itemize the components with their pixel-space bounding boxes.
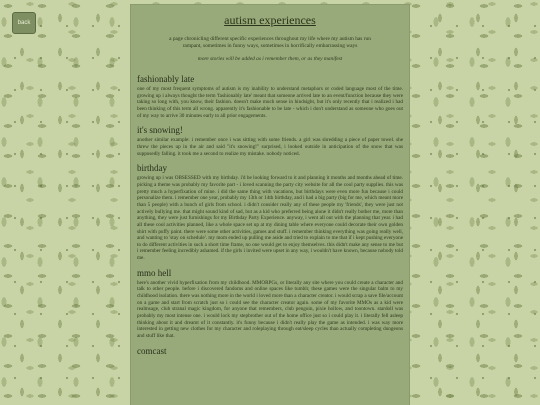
update-notice: more stories will be added as i remember them, or as they manifest <box>197 56 343 62</box>
story-title: comcast <box>137 345 167 356</box>
story-body: another similar example: i remember once i was sitting with some friends. a girl was shredding a piece of paper towel. she threw the pieces up in the air and said "it's snowing!" surprised, i looked outside in anticipation of the snow that was supposedly falling. it took me a second to realize my mistake. nobody noticed. <box>137 137 403 157</box>
story-body: here's another vivid hyperfixation from my childhood. MMORPGs, or literally any site where you could create a character and talk to other people. before i discovered fandoms and online spaces like tumblr, these games were the singular balm to my childhood isolation. there was nothing more in the world i loved more than a character creator. i would scrap a save file/account on a game and start from scratch just so i could see the character creator again. some of my favorite MMOs as a kid were realmsage, club stranal magic kingdom, for anyone that remembers, club penguin, pixie hollow, and toontown. stardoll was probably my most intense one. i would lock my stepbrother out of the home office just so i could play it. i literally fell asleep thinking about it and dreamt of it constantly. it's funny because i didn't really play the game as intended. i was way more interested in getting new clothes for my character and roleplaying through eat/sleep cycles than actually completing dungeons and stuff like that. <box>137 279 403 340</box>
story-birthday <box>137 163 403 262</box>
content-panel <box>130 4 410 405</box>
story-comcast <box>137 346 403 357</box>
story-fashionably-late <box>137 74 403 119</box>
story-its-snowing <box>137 125 403 157</box>
page-title[interactable]: autism experiences <box>224 13 316 27</box>
story-title: it's snowing! <box>137 125 183 136</box>
story-mmo-hell <box>137 268 403 340</box>
story-body: growing up i was OBSESSED with my birthday. i'd be looking forward to it and planning it months and months ahead of time. picking a theme was probably my favorite part - i loved scanning the party city website for all the cool party supplies. this was pretty much a hyperfixation of mine. i did the same thing with vacations, but birthdays were even more fun because i could personalize them. i remember one year, probably my 13th or 14th birthday, and i had a big party (big for me, which meant more than 5 people) with a bunch of girls from school. i didn't consider really any of these people my 'friends', they were just not actively bullying me. that might sound kind of sad, but as a kid who preferred being alone it didn't really bother me, more than anything, they were just furnishings for my Birthday Party Experience. anyway, i went all out with the planning that year. i had all these cool activities planned, like a whole space set up at my dining table where everyone could decorate their own golden shirt with puffy paint. there were some other activities, games and stuff. i remember thinking everything was going really well, and wanting to 'stay on schedule'. my mom ended up pulling me aside and tried to explain to me that if i kept pushing everyone to do different activities in such a short time frame, no one would get to enjoy themselves. this didn't make any sense to me but i remember feeling incredibly ashamed. if the girls i invited were upset in any way, i wouldn't have known, because nobody told me. <box>137 175 403 262</box>
back-button[interactable]: back <box>12 12 36 34</box>
story-title: fashionably late <box>137 74 195 84</box>
story-title: birthday <box>137 163 167 174</box>
page-intro: a page chronicling different specific experiences throughout my life where my autism has run rampant, sometimes in funny ways, sometimes in horrifically embarrassing ways <box>169 36 371 49</box>
story-body: one of my most frequent symptoms of autism is my inability to understand metaphors or coded language most of the time. growing up i always thought the term 'fashionably late' meant that someone arrived late to an event/function because they were taking so long with, you know, their fashion. doesn't make much sense in hindsight, but it's only recently that i realized i had been thinking of this term all wrong. apparently it's fashionable to be late - which i don't understand as someone who goes out of my way to arrive 30 minutes early to all prior engagements. <box>137 86 403 119</box>
story-title: mmo hell <box>137 267 172 278</box>
